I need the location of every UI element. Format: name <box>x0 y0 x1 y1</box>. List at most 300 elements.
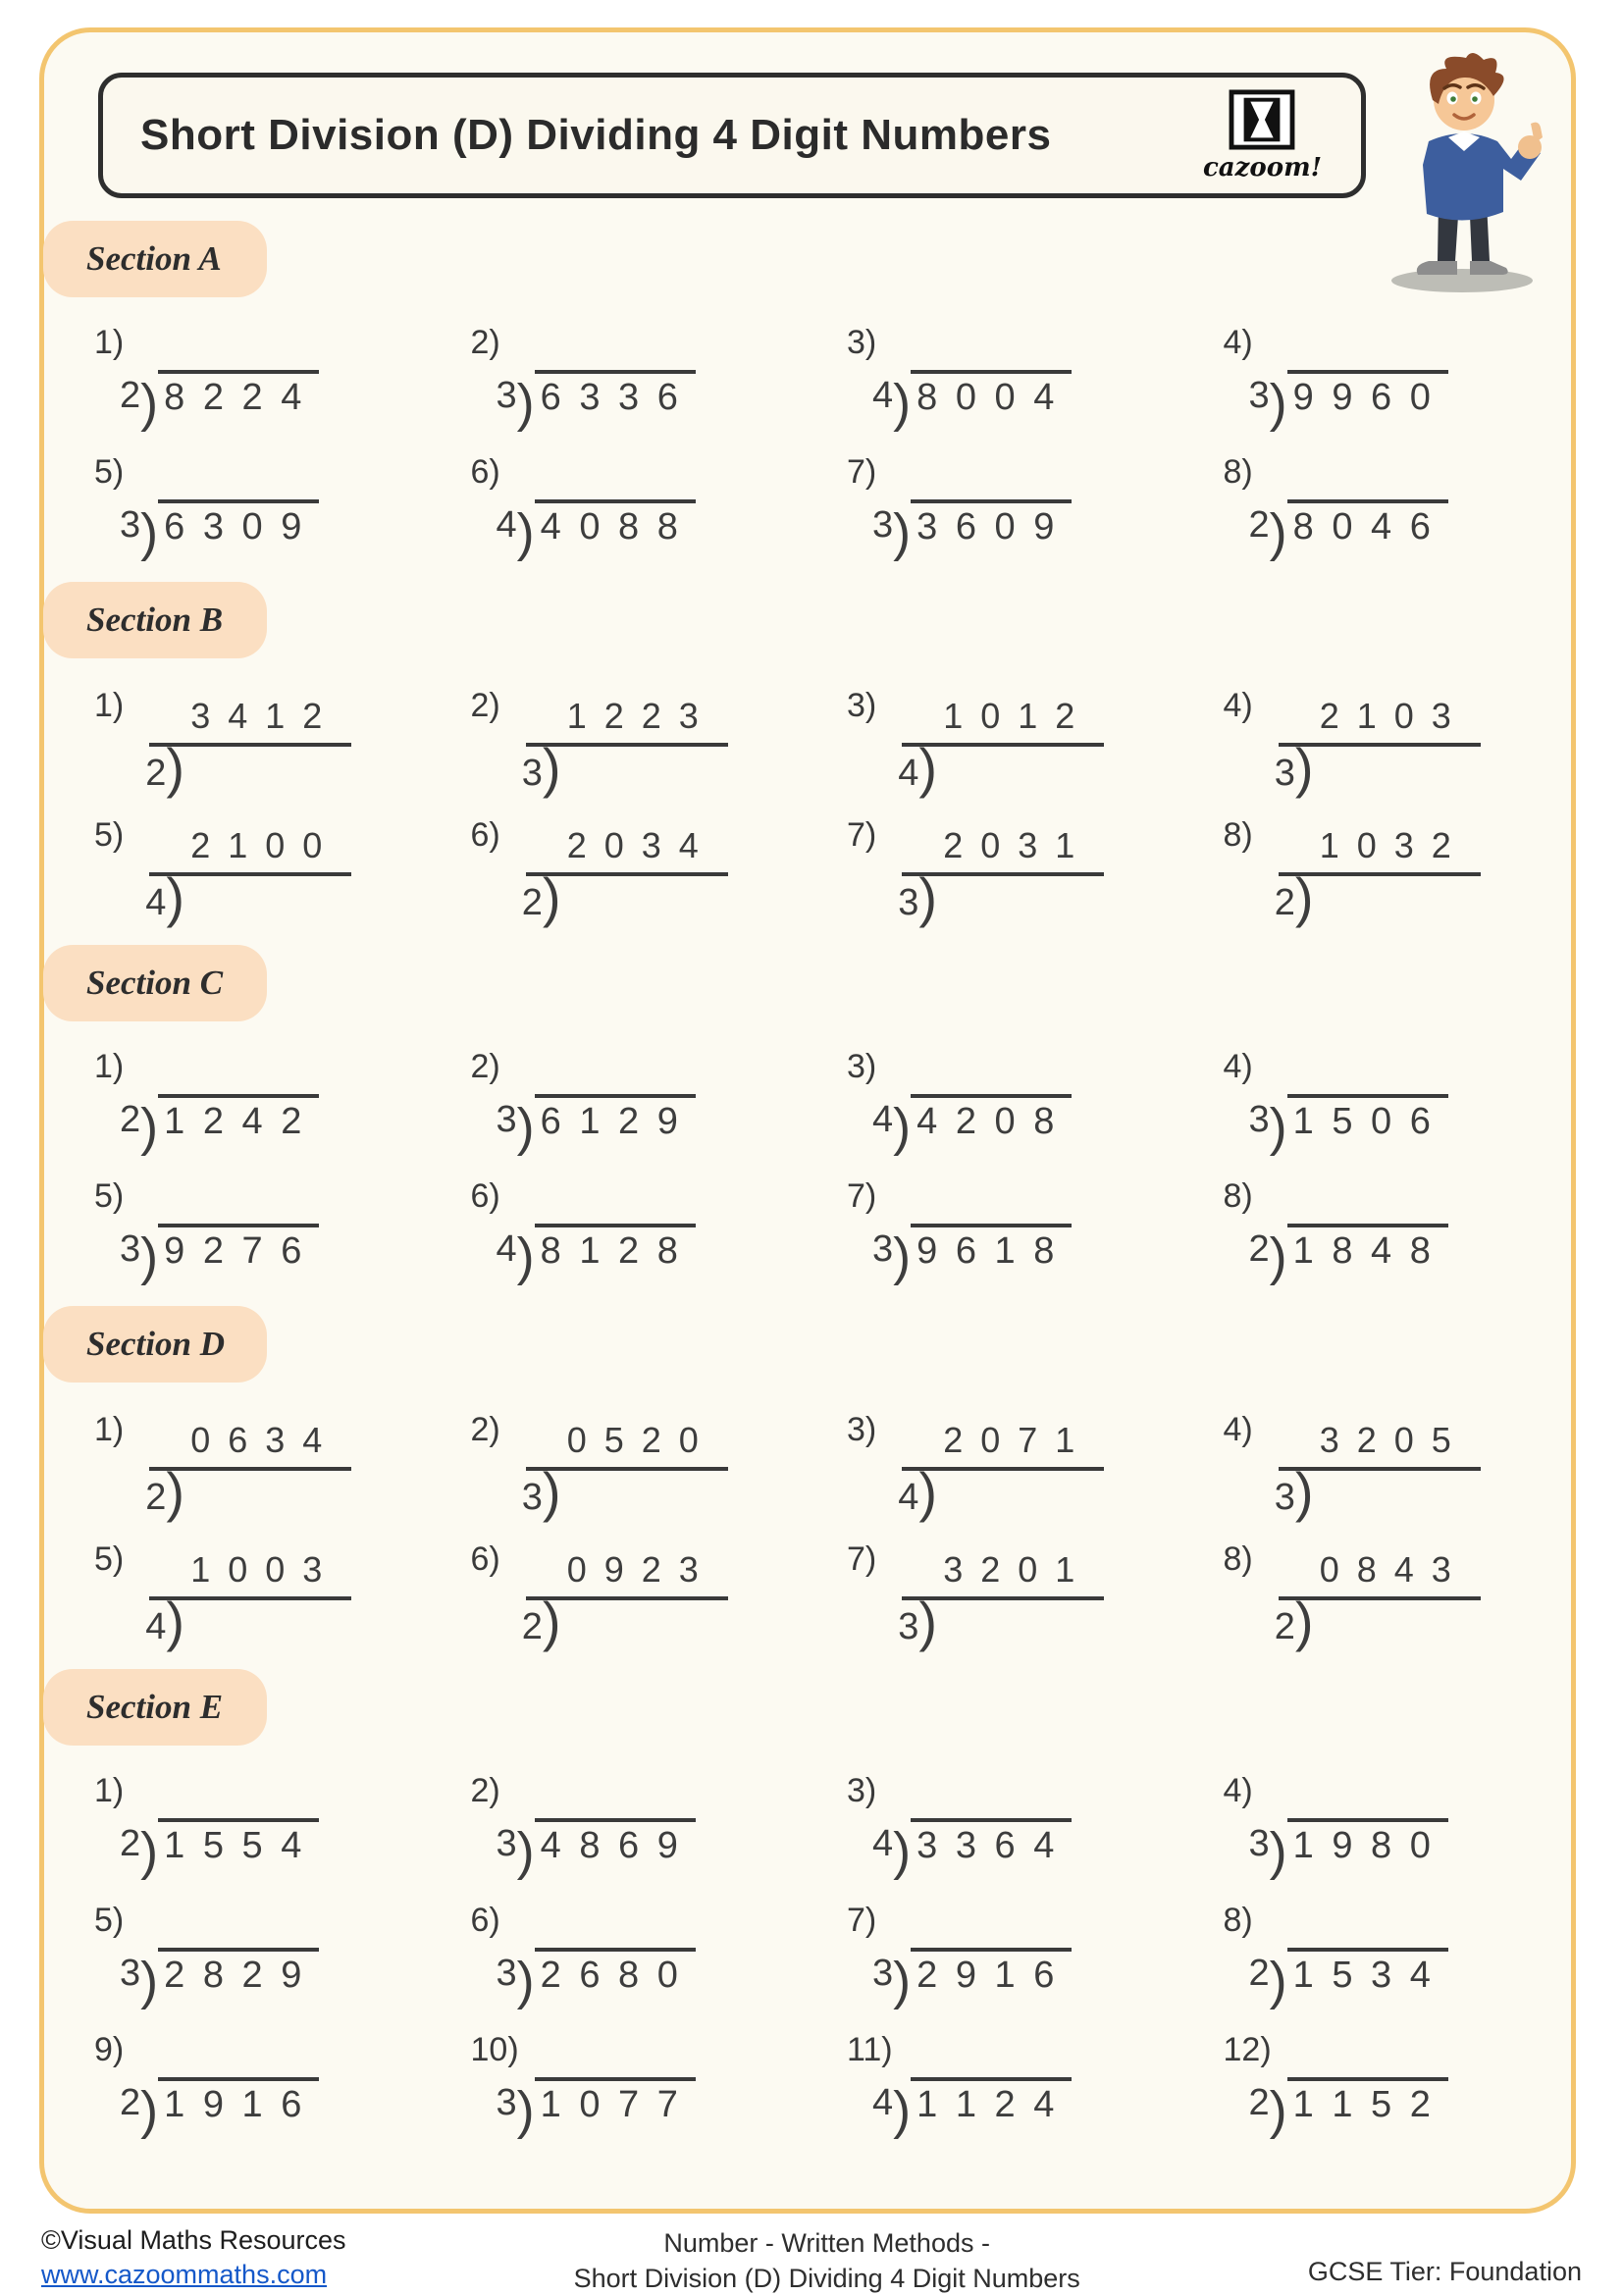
division-bracket: ) <box>140 503 159 562</box>
divisor-row <box>521 1461 728 1523</box>
dividend: 9 6 1 8 <box>911 1224 1072 1273</box>
dividend: 4 2 0 8 <box>911 1094 1072 1143</box>
problem-row <box>57 1176 1562 1286</box>
division-bracket: ) <box>1294 737 1314 799</box>
division-problem <box>57 684 434 799</box>
division-problem <box>434 1047 811 1157</box>
divisor: 3 <box>496 1823 517 1864</box>
dividend: 6 1 2 9 <box>535 1094 696 1143</box>
problem-number: 5) <box>94 816 125 854</box>
cazoom-logo-text: cazoom! <box>1202 152 1322 183</box>
dividend: 1 8 4 8 <box>1287 1224 1448 1273</box>
divisor-row <box>1274 1591 1481 1652</box>
divisor-row <box>1274 1461 1481 1523</box>
dividend: 1 0 7 7 <box>535 2077 696 2126</box>
dividend: 8 2 2 4 <box>158 370 319 419</box>
division-bracket: ) <box>1269 1822 1287 1881</box>
division-bracket: ) <box>516 503 535 562</box>
division-problem <box>1186 2030 1563 2140</box>
division-problem <box>810 323 1186 433</box>
division-bracket: ) <box>918 1461 938 1523</box>
topic-line-1: Number - Written Methods - <box>663 2228 990 2258</box>
website-link[interactable]: www.cazoommaths.com <box>41 2260 328 2289</box>
dividend: 9 2 7 6 <box>158 1224 319 1273</box>
division-work <box>120 1818 434 1881</box>
divisor: 3 <box>1248 375 1270 416</box>
quotient: 2 1 0 0 <box>149 825 351 876</box>
divisor: 3 <box>898 1606 919 1647</box>
division-work <box>872 370 1186 433</box>
dividend: 1 2 4 2 <box>158 1094 319 1143</box>
divisor: 3 <box>496 2082 517 2123</box>
division-problem <box>57 1771 434 1881</box>
dividend: 2 9 1 6 <box>911 1948 1072 1997</box>
problem-row <box>57 1408 1562 1523</box>
division-bracket: ) <box>1269 2081 1287 2140</box>
division-problem <box>434 1901 811 2010</box>
division-work <box>521 696 728 799</box>
quotient: 0 8 4 3 <box>1279 1549 1481 1600</box>
division-problem <box>434 2030 811 2140</box>
division-bracket: ) <box>516 374 535 433</box>
division-work <box>145 1420 351 1523</box>
division-bracket: ) <box>542 866 561 928</box>
problem-row <box>57 1771 1562 1881</box>
division-work <box>120 2077 434 2140</box>
division-work <box>898 696 1104 799</box>
division-problem <box>57 323 434 433</box>
section-title: Section E <box>86 1688 224 1726</box>
divisor-row <box>898 866 1104 928</box>
division-bracket: ) <box>1269 1098 1287 1157</box>
dividend: 8 0 0 4 <box>911 370 1072 419</box>
division-work <box>872 1094 1186 1157</box>
division-work <box>1248 499 1563 562</box>
quotient: 1 0 0 3 <box>149 1549 351 1600</box>
dividend: 3 6 0 9 <box>911 499 1072 548</box>
divisor-row <box>521 1591 728 1652</box>
division-problem <box>434 1771 811 1881</box>
problem-number: 11) <box>847 2031 893 2068</box>
problem-number: 8) <box>1223 1177 1253 1215</box>
dividend: 4 0 8 8 <box>535 499 696 548</box>
dividend: 1 1 2 4 <box>911 2077 1072 2126</box>
divisor: 2 <box>145 1477 167 1518</box>
problem-number: 1) <box>94 1048 125 1085</box>
division-work <box>120 499 434 562</box>
dividend: 8 0 4 6 <box>1287 499 1448 548</box>
division-problem <box>810 1408 1186 1523</box>
division-work <box>496 1094 811 1157</box>
problem-row <box>57 813 1562 928</box>
mascot-character-icon <box>1372 47 1560 300</box>
division-problem <box>810 813 1186 928</box>
problem-number: 7) <box>847 1902 877 1939</box>
division-work <box>1274 696 1481 799</box>
section-header <box>43 1669 267 1746</box>
divisor: 3 <box>496 1099 517 1140</box>
division-bracket: ) <box>140 374 159 433</box>
division-problem <box>810 684 1186 799</box>
division-bracket: ) <box>166 866 185 928</box>
section-header <box>43 1306 267 1383</box>
divisor-row <box>145 866 351 928</box>
divisor: 4 <box>898 1477 919 1518</box>
problem-number: 3) <box>847 1411 877 1448</box>
division-work <box>1248 1948 1563 2010</box>
quotient: 0 5 2 0 <box>526 1420 728 1471</box>
divisor-row <box>521 737 728 799</box>
division-problem <box>434 684 811 799</box>
division-problem <box>434 1176 811 1286</box>
quotient: 3 2 0 1 <box>902 1549 1104 1600</box>
problem-number: 4) <box>1223 1048 1253 1085</box>
dividend: 2 6 8 0 <box>535 1948 696 1997</box>
divisor-row <box>898 737 1104 799</box>
worksheet-section <box>57 945 1562 1286</box>
divisor: 2 <box>521 882 543 923</box>
problem-row <box>57 684 1562 799</box>
division-problem <box>1186 1901 1563 2010</box>
division-bracket: ) <box>140 1098 159 1157</box>
quotient: 3 2 0 5 <box>1279 1420 1481 1471</box>
division-problem <box>1186 1771 1563 1881</box>
worksheet-section <box>57 1669 1562 2140</box>
dividend: 4 8 6 9 <box>535 1818 696 1867</box>
divisor: 3 <box>521 753 543 794</box>
division-problem <box>434 1538 811 1652</box>
sections-container <box>57 221 1562 2160</box>
problem-number: 8) <box>1223 1540 1253 1578</box>
division-bracket: ) <box>542 1461 561 1523</box>
divisor: 2 <box>120 1823 141 1864</box>
divisor: 3 <box>872 504 894 546</box>
division-work <box>898 825 1104 928</box>
division-work <box>1274 825 1481 928</box>
problem-number: 4) <box>1223 324 1253 361</box>
divisor: 2 <box>120 2082 141 2123</box>
divisor: 3 <box>496 375 517 416</box>
problem-number: 6) <box>470 1177 500 1215</box>
divisor: 3 <box>521 1477 543 1518</box>
quotient: 2 0 3 4 <box>526 825 728 876</box>
page-footer <box>41 2225 1582 2296</box>
division-problem <box>1186 1047 1563 1157</box>
division-problem <box>1186 323 1563 433</box>
division-problem <box>1186 813 1563 928</box>
problem-number: 7) <box>847 1540 877 1578</box>
divisor-row <box>1274 866 1481 928</box>
divisor: 3 <box>120 1228 141 1270</box>
division-work <box>496 370 811 433</box>
dividend: 1 5 5 4 <box>158 1818 319 1867</box>
cazoom-logo <box>1203 89 1322 183</box>
problem-number: 2) <box>470 1772 500 1809</box>
problem-number: 8) <box>1223 1902 1253 1939</box>
division-bracket: ) <box>166 1591 185 1652</box>
section-title: Section C <box>86 964 224 1002</box>
division-work <box>120 1948 434 2010</box>
division-problem <box>57 1047 434 1157</box>
division-bracket: ) <box>1269 374 1287 433</box>
divisor-row <box>898 1461 1104 1523</box>
divisor: 4 <box>872 1099 894 1140</box>
problem-number: 1) <box>94 687 125 724</box>
quotient: 2 0 3 1 <box>902 825 1104 876</box>
problem-number: 1) <box>94 1772 125 1809</box>
dividend: 8 1 2 8 <box>535 1224 696 1273</box>
divisor: 3 <box>120 1953 141 1994</box>
division-bracket: ) <box>516 1822 535 1881</box>
division-work <box>145 696 351 799</box>
divisor: 4 <box>145 882 167 923</box>
division-problem <box>810 1538 1186 1652</box>
division-problem <box>810 452 1186 562</box>
division-bracket: ) <box>918 737 938 799</box>
divisor-row <box>898 1591 1104 1652</box>
divisor: 2 <box>1274 882 1295 923</box>
section-header <box>43 221 267 297</box>
division-work <box>120 1094 434 1157</box>
quotient: 0 9 2 3 <box>526 1549 728 1600</box>
quotient: 3 4 1 2 <box>149 696 351 747</box>
divisor: 3 <box>872 1228 894 1270</box>
divisor: 4 <box>898 753 919 794</box>
divisor: 2 <box>120 375 141 416</box>
divisor: 2 <box>1248 1953 1270 1994</box>
division-bracket: ) <box>166 737 185 799</box>
section-header <box>43 582 267 658</box>
division-work <box>521 1420 728 1523</box>
problem-number: 2) <box>470 687 500 724</box>
problem-number: 4) <box>1223 1772 1253 1809</box>
divisor: 2 <box>1248 2082 1270 2123</box>
problem-number: 3) <box>847 687 877 724</box>
section-header <box>43 945 267 1021</box>
problem-number: 10) <box>470 2031 519 2068</box>
division-bracket: ) <box>516 2081 535 2140</box>
division-bracket: ) <box>893 1098 912 1157</box>
division-work <box>872 1948 1186 2010</box>
problem-number: 5) <box>94 1177 125 1215</box>
problem-number: 5) <box>94 1540 125 1578</box>
problem-number: 6) <box>470 816 500 854</box>
dividend: 3 3 6 4 <box>911 1818 1072 1867</box>
division-work <box>1274 1420 1481 1523</box>
division-problem <box>810 1901 1186 2010</box>
division-bracket: ) <box>140 1227 159 1286</box>
division-work <box>1248 1818 1563 1881</box>
division-bracket: ) <box>516 1227 535 1286</box>
problem-number: 3) <box>847 324 877 361</box>
division-bracket: ) <box>1294 866 1314 928</box>
problem-number: 12) <box>1223 2031 1272 2068</box>
division-work <box>872 1818 1186 1881</box>
problem-number: 4) <box>1223 1411 1253 1448</box>
division-problem <box>810 2030 1186 2140</box>
division-work <box>496 1948 811 2010</box>
division-bracket: ) <box>542 1591 561 1652</box>
division-problem <box>57 813 434 928</box>
divisor: 4 <box>496 1228 517 1270</box>
division-bracket: ) <box>516 1952 535 2010</box>
division-work <box>496 1224 811 1286</box>
division-problem <box>810 1176 1186 1286</box>
divisor: 2 <box>120 1099 141 1140</box>
divisor: 3 <box>496 1953 517 1994</box>
problem-number: 7) <box>847 1177 877 1215</box>
problem-number: 5) <box>94 1902 125 1939</box>
quotient: 1 0 3 2 <box>1279 825 1481 876</box>
division-problem <box>434 1408 811 1523</box>
division-work <box>872 2077 1186 2140</box>
dividend: 9 9 6 0 <box>1287 370 1448 419</box>
division-problem <box>434 323 811 433</box>
division-work <box>1248 1224 1563 1286</box>
dividend: 2 8 2 9 <box>158 1948 319 1997</box>
divisor: 4 <box>872 1823 894 1864</box>
problem-number: 7) <box>847 453 877 491</box>
division-bracket: ) <box>1269 1227 1287 1286</box>
divisor: 4 <box>496 504 517 546</box>
worksheet-section <box>57 1306 1562 1652</box>
problem-number: 2) <box>470 1411 500 1448</box>
divisor: 2 <box>1248 504 1270 546</box>
problem-number: 8) <box>1223 453 1253 491</box>
divisor-row <box>145 1591 351 1652</box>
division-bracket: ) <box>893 1822 912 1881</box>
divisor: 4 <box>872 375 894 416</box>
division-bracket: ) <box>1269 503 1287 562</box>
division-problem <box>434 452 811 562</box>
problem-number: 2) <box>470 1048 500 1085</box>
problem-number: 7) <box>847 816 877 854</box>
division-work <box>120 370 434 433</box>
division-bracket: ) <box>140 2081 159 2140</box>
problem-row <box>57 1901 1562 2010</box>
division-work <box>521 825 728 928</box>
division-work <box>496 1818 811 1881</box>
footer-topic <box>574 2225 1080 2296</box>
division-bracket: ) <box>918 866 938 928</box>
division-problem <box>57 2030 434 2140</box>
divisor: 3 <box>120 504 141 546</box>
section-title: Section D <box>86 1325 225 1363</box>
title-box <box>98 73 1366 198</box>
dividend: 1 9 8 0 <box>1287 1818 1448 1867</box>
division-bracket: ) <box>893 503 912 562</box>
division-bracket: ) <box>140 1822 159 1881</box>
division-bracket: ) <box>166 1461 185 1523</box>
division-problem <box>57 1408 434 1523</box>
divisor-row <box>521 866 728 928</box>
divisor-row <box>145 1461 351 1523</box>
section-title: Section A <box>86 239 222 278</box>
dividend: 1 9 1 6 <box>158 2077 319 2126</box>
division-work <box>1248 2077 1563 2140</box>
copyright-text: ©Visual Maths Resources <box>41 2225 346 2255</box>
divisor: 4 <box>872 2082 894 2123</box>
division-bracket: ) <box>1269 1952 1287 2010</box>
problem-number: 2) <box>470 324 500 361</box>
division-bracket: ) <box>893 374 912 433</box>
division-bracket: ) <box>542 737 561 799</box>
division-work <box>120 1224 434 1286</box>
problem-number: 8) <box>1223 816 1253 854</box>
division-bracket: ) <box>1294 1461 1314 1523</box>
worksheet-section <box>57 221 1562 562</box>
dividend: 6 3 0 9 <box>158 499 319 548</box>
dividend: 1 5 3 4 <box>1287 1948 1448 1997</box>
quotient: 2 1 0 3 <box>1279 696 1481 747</box>
dividend: 1 1 5 2 <box>1287 2077 1448 2126</box>
quotient: 1 2 2 3 <box>526 696 728 747</box>
division-work <box>872 499 1186 562</box>
tier-label: GCSE Tier: Foundation <box>1307 2257 1582 2286</box>
problem-number: 3) <box>847 1048 877 1085</box>
topic-line-2: Short Division (D) Dividing 4 Digit Numbers <box>573 2264 1080 2293</box>
division-problem <box>1186 1408 1563 1523</box>
division-work <box>1248 1094 1563 1157</box>
problem-number: 6) <box>470 1902 500 1939</box>
problem-number: 1) <box>94 1411 125 1448</box>
division-problem <box>810 1771 1186 1881</box>
divisor-row <box>145 737 351 799</box>
division-work <box>145 825 351 928</box>
dividend: 6 3 3 6 <box>535 370 696 419</box>
problem-row <box>57 1047 1562 1157</box>
problem-number: 3) <box>847 1772 877 1809</box>
quotient: 0 6 3 4 <box>149 1420 351 1471</box>
division-work <box>898 1420 1104 1523</box>
section-title: Section B <box>86 600 224 639</box>
problem-row <box>57 323 1562 433</box>
division-work <box>496 2077 811 2140</box>
division-work <box>898 1549 1104 1652</box>
worksheet-section <box>57 582 1562 928</box>
problem-number: 1) <box>94 324 125 361</box>
division-work <box>496 499 811 562</box>
problem-row <box>57 452 1562 562</box>
divisor: 3 <box>872 1953 894 1994</box>
division-problem <box>57 452 434 562</box>
quotient: 1 0 1 2 <box>902 696 1104 747</box>
division-work <box>1248 370 1563 433</box>
division-problem <box>434 813 811 928</box>
cazoom-hourglass-icon <box>1229 89 1295 155</box>
divisor: 3 <box>1274 1477 1295 1518</box>
division-work <box>145 1549 351 1652</box>
division-problem <box>1186 1176 1563 1286</box>
divisor: 2 <box>1248 1228 1270 1270</box>
problem-number: 6) <box>470 1540 500 1578</box>
division-bracket: ) <box>140 1952 159 2010</box>
division-problem <box>810 1047 1186 1157</box>
problem-row <box>57 2030 1562 2140</box>
divisor: 3 <box>1274 753 1295 794</box>
division-bracket: ) <box>1294 1591 1314 1652</box>
problem-number: 6) <box>470 453 500 491</box>
divisor: 4 <box>145 1606 167 1647</box>
division-bracket: ) <box>918 1591 938 1652</box>
division-bracket: ) <box>893 1952 912 2010</box>
division-problem <box>57 1538 434 1652</box>
dividend: 1 5 0 6 <box>1287 1094 1448 1143</box>
quotient: 2 0 7 1 <box>902 1420 1104 1471</box>
division-problem <box>1186 452 1563 562</box>
footer-credits <box>41 2225 346 2290</box>
problem-number: 5) <box>94 453 125 491</box>
